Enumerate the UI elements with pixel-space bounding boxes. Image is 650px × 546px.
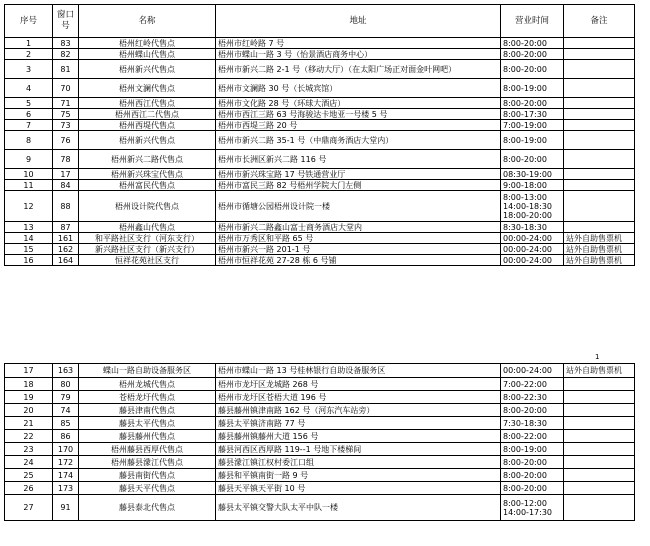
header-remark: 备注 xyxy=(564,5,635,38)
name-cell: 藤县南街代售点 xyxy=(79,469,216,482)
window-cell: 88 xyxy=(53,191,79,222)
hours-line: 00:00-24:00 xyxy=(503,233,552,243)
hours-line: 00:00-24:00 xyxy=(503,244,552,254)
address-cell: 梧州市新兴一路 201-1 号 xyxy=(216,244,501,255)
header-row xyxy=(5,5,635,38)
seq-cell: 4 xyxy=(5,79,53,98)
hours-line: 7:00-22:00 xyxy=(503,379,547,389)
seq-cell: 11 xyxy=(5,180,53,191)
seq-cell: 13 xyxy=(5,222,53,233)
hours-cell xyxy=(501,98,564,109)
name-cell: 梧州文澜代售点 xyxy=(79,79,216,98)
name-cell: 梧州藤县西厚代售点 xyxy=(79,443,216,456)
hours-line: 8:00-13:00 xyxy=(503,192,547,202)
hours-cell xyxy=(501,244,564,255)
address-cell: 藤县太平镇济南路 77 号 xyxy=(216,417,501,430)
hours-line: 08:30-19:00 xyxy=(503,169,552,179)
remark-cell xyxy=(564,38,635,49)
seq-cell: 23 xyxy=(5,443,53,456)
window-cell: 161 xyxy=(53,233,79,244)
name-cell: 蝶山一路自助设备服务区 xyxy=(79,364,216,378)
hours-cell xyxy=(501,417,564,430)
hours-cell xyxy=(501,191,564,222)
name-cell: 梧州新兴珠宝代售点 xyxy=(79,169,216,180)
hours-line: 8:00-20:00 xyxy=(503,154,547,164)
window-cell: 76 xyxy=(53,131,79,150)
table-row xyxy=(5,191,635,222)
hours-line: 14:00-17:30 xyxy=(503,507,552,517)
remark-cell xyxy=(564,191,635,222)
remark-cell xyxy=(564,391,635,404)
address-cell: 梧州市龙圩区苍梧大道 196 号 xyxy=(216,391,501,404)
table-row xyxy=(5,456,635,469)
table-row xyxy=(5,255,635,266)
seq-cell: 12 xyxy=(5,191,53,222)
name-cell: 梧州西堤代售点 xyxy=(79,120,216,131)
remark-cell xyxy=(564,482,635,495)
hours-cell xyxy=(501,364,564,378)
hours-line: 8:00-19:00 xyxy=(503,83,547,93)
hours-cell xyxy=(501,255,564,266)
table-row xyxy=(5,233,635,244)
name-cell: 梧州设计院代售点 xyxy=(79,191,216,222)
hours-line: 8:00-20:00 xyxy=(503,64,547,74)
hours-line: 8:30-18:30 xyxy=(503,222,547,232)
address-cell: 藤县藤州镇藤州大道 156 号 xyxy=(216,430,501,443)
window-cell: 84 xyxy=(53,180,79,191)
address-cell: 梧州市新兴二路 2-1 号（移动大厅）（在太阳广场正对面金叶网吧） xyxy=(216,60,501,79)
name-cell: 新兴路社区支行（新兴支行） xyxy=(79,244,216,255)
table-row xyxy=(5,469,635,482)
seq-cell: 21 xyxy=(5,417,53,430)
hours-line: 8:00-20:00 xyxy=(503,98,547,108)
hours-cell xyxy=(501,60,564,79)
seq-cell: 27 xyxy=(5,495,53,521)
hours-cell xyxy=(501,131,564,150)
remark-cell: 站外自助售票机 xyxy=(564,233,635,244)
table-row xyxy=(5,364,635,378)
hours-line: 9:00-18:00 xyxy=(503,180,547,190)
remark-cell xyxy=(564,469,635,482)
remark-cell xyxy=(564,180,635,191)
address-cell: 梧州市恒祥花苑 27-28 栋 6 号铺 xyxy=(216,255,501,266)
remark-cell xyxy=(564,79,635,98)
hours-line: 14:00-18:30 xyxy=(503,201,552,211)
name-cell: 苍梧龙圩代售点 xyxy=(79,391,216,404)
address-cell: 藤县河西区西厚路 119--1 号地下楼梯间 xyxy=(216,443,501,456)
remark-cell xyxy=(564,60,635,79)
address-cell: 梧州市西堤三路 20 号 xyxy=(216,120,501,131)
hours-cell xyxy=(501,378,564,391)
seq-cell: 2 xyxy=(5,49,53,60)
seq-cell: 6 xyxy=(5,109,53,120)
hours-line: 00:00-24:00 xyxy=(503,255,552,265)
seq-cell: 7 xyxy=(5,120,53,131)
hours-cell xyxy=(501,233,564,244)
table-row xyxy=(5,244,635,255)
address-cell: 梧州市蝶山一路 3 号（怡景酒店商务中心） xyxy=(216,49,501,60)
address-cell: 藤县天平镇天平街 10 号 xyxy=(216,482,501,495)
name-cell: 梧州西江代售点 xyxy=(79,98,216,109)
name-cell: 藤县津南代售点 xyxy=(79,404,216,417)
table-row xyxy=(5,98,635,109)
hours-cell xyxy=(501,38,564,49)
remark-cell xyxy=(564,495,635,521)
name-cell: 梧州新兴代售点 xyxy=(79,60,216,79)
hours-cell xyxy=(501,180,564,191)
hours-cell xyxy=(501,495,564,521)
window-cell: 85 xyxy=(53,417,79,430)
table-row xyxy=(5,222,635,233)
table-row xyxy=(5,120,635,131)
table-row xyxy=(5,378,635,391)
remark-cell xyxy=(564,378,635,391)
remark-cell xyxy=(564,222,635,233)
address-cell: 藤县藤州镇津南路 162 号（河东汽车站旁） xyxy=(216,404,501,417)
address-cell: 梧州市新兴二路 35-1 号（中鼎商务酒店大堂内） xyxy=(216,131,501,150)
page-number: 1 xyxy=(595,353,600,361)
hours-line: 8:00-20:00 xyxy=(503,457,547,467)
name-cell: 梧州藤县濛江代售点 xyxy=(79,456,216,469)
hours-cell xyxy=(501,443,564,456)
window-cell: 170 xyxy=(53,443,79,456)
address-cell: 藤县和平镇南街一路 9 号 xyxy=(216,469,501,482)
address-cell: 梧州市循塘公园梧州设计院一楼 xyxy=(216,191,501,222)
remark-cell xyxy=(564,443,635,456)
hours-cell xyxy=(501,120,564,131)
hours-line: 8:00-20:00 xyxy=(503,49,547,59)
window-cell: 74 xyxy=(53,404,79,417)
hours-line: 18:00-20:00 xyxy=(503,210,552,220)
hours-cell xyxy=(501,404,564,417)
seq-cell: 9 xyxy=(5,150,53,169)
hours-line: 8:00-20:00 xyxy=(503,405,547,415)
window-cell: 174 xyxy=(53,469,79,482)
hours-line: 7:00-19:00 xyxy=(503,120,547,130)
window-cell: 163 xyxy=(53,364,79,378)
name-cell: 梧州西江二代售点 xyxy=(79,109,216,120)
remark-cell xyxy=(564,417,635,430)
hours-cell xyxy=(501,222,564,233)
seq-cell: 14 xyxy=(5,233,53,244)
hours-line: 8:00-19:00 xyxy=(503,444,547,454)
name-cell: 藤县藤州代售点 xyxy=(79,430,216,443)
table-row xyxy=(5,495,635,521)
hours-cell xyxy=(501,79,564,98)
seq-cell: 1 xyxy=(5,38,53,49)
name-cell: 梧州富民代售点 xyxy=(79,180,216,191)
hours-cell xyxy=(501,430,564,443)
seq-cell: 17 xyxy=(5,364,53,378)
ticket-agency-table-part1 xyxy=(4,4,635,266)
seq-cell: 24 xyxy=(5,456,53,469)
address-cell: 梧州市富民三路 82 号梧州学院大门左侧 xyxy=(216,180,501,191)
window-cell: 173 xyxy=(53,482,79,495)
hours-line: 7:30-18:30 xyxy=(503,418,547,428)
hours-line: 00:00-24:00 xyxy=(503,366,552,375)
hours-cell xyxy=(501,150,564,169)
window-cell: 79 xyxy=(53,391,79,404)
remark-cell xyxy=(564,98,635,109)
table-row xyxy=(5,150,635,169)
seq-cell: 25 xyxy=(5,469,53,482)
table-row xyxy=(5,180,635,191)
window-cell: 162 xyxy=(53,244,79,255)
seq-cell: 18 xyxy=(5,378,53,391)
window-cell: 86 xyxy=(53,430,79,443)
name-cell: 藤县太平代售点 xyxy=(79,417,216,430)
window-cell: 17 xyxy=(53,169,79,180)
window-cell: 81 xyxy=(53,60,79,79)
hours-line: 8:00-17:30 xyxy=(503,109,547,119)
remark-cell xyxy=(564,430,635,443)
hours-line: 8:00-20:00 xyxy=(503,38,547,48)
seq-cell: 15 xyxy=(5,244,53,255)
hours-cell xyxy=(501,456,564,469)
name-cell: 恒祥花苑社区支行 xyxy=(79,255,216,266)
address-cell: 梧州市文化路 28 号（环球大酒店） xyxy=(216,98,501,109)
remark-cell xyxy=(564,131,635,150)
address-cell: 梧州市文澜路 30 号（长城宾馆） xyxy=(216,79,501,98)
seq-cell: 20 xyxy=(5,404,53,417)
window-cell: 83 xyxy=(53,38,79,49)
address-cell: 梧州市新兴二路鑫山富士商务酒店大堂内 xyxy=(216,222,501,233)
window-cell: 78 xyxy=(53,150,79,169)
remark-cell xyxy=(564,456,635,469)
remark-cell: 站外自助售票机 xyxy=(564,255,635,266)
address-cell: 梧州市长洲区新兴二路 116 号 xyxy=(216,150,501,169)
window-cell: 80 xyxy=(53,378,79,391)
window-cell: 164 xyxy=(53,255,79,266)
remark-cell xyxy=(564,169,635,180)
name-cell: 梧州蝶山代售点 xyxy=(79,49,216,60)
name-cell: 梧州龙城代售点 xyxy=(79,378,216,391)
window-cell: 75 xyxy=(53,109,79,120)
hours-cell xyxy=(501,391,564,404)
hours-line: 8:00-20:00 xyxy=(503,470,547,480)
header-seq: 序号 xyxy=(5,5,53,38)
header-window: 窗口号 xyxy=(53,5,79,38)
remark-cell xyxy=(564,49,635,60)
remark-cell: 站外自助售票机 xyxy=(564,364,635,378)
window-cell: 70 xyxy=(53,79,79,98)
seq-cell: 16 xyxy=(5,255,53,266)
table-row xyxy=(5,443,635,456)
window-cell: 87 xyxy=(53,222,79,233)
seq-cell: 10 xyxy=(5,169,53,180)
seq-cell: 3 xyxy=(5,60,53,79)
window-cell: 172 xyxy=(53,456,79,469)
table-row xyxy=(5,49,635,60)
table-row xyxy=(5,60,635,79)
seq-cell: 19 xyxy=(5,391,53,404)
header-hours: 营业时间 xyxy=(501,5,564,38)
name-cell: 和平路社区支行（河东支行） xyxy=(79,233,216,244)
window-cell: 82 xyxy=(53,49,79,60)
hours-cell xyxy=(501,482,564,495)
header-name: 名称 xyxy=(79,5,216,38)
window-cell: 71 xyxy=(53,98,79,109)
table-row xyxy=(5,169,635,180)
table-row xyxy=(5,38,635,49)
name-cell: 梧州新兴代售点 xyxy=(79,131,216,150)
header-address: 地址 xyxy=(216,5,501,38)
hours-cell xyxy=(501,169,564,180)
ticket-agency-table-part2 xyxy=(4,363,635,521)
hours-cell xyxy=(501,109,564,120)
remark-cell xyxy=(564,150,635,169)
address-cell: 梧州市万秀区和平路 65 号 xyxy=(216,233,501,244)
name-cell: 梧州红岭代售点 xyxy=(79,38,216,49)
table-row xyxy=(5,391,635,404)
seq-cell: 5 xyxy=(5,98,53,109)
table-row xyxy=(5,417,635,430)
hours-line: 8:00-22:00 xyxy=(503,431,547,441)
remark-cell xyxy=(564,109,635,120)
name-cell: 藤县泰北代售点 xyxy=(79,495,216,521)
remark-cell: 站外自助售票机 xyxy=(564,244,635,255)
hours-line: 8:00-19:00 xyxy=(503,135,547,145)
address-cell: 梧州市西江三路 63 号海骏达卡地亚一号楼 5 号 xyxy=(216,109,501,120)
seq-cell: 8 xyxy=(5,131,53,150)
address-cell: 梧州市龙圩区龙城路 268 号 xyxy=(216,378,501,391)
name-cell: 梧州鑫山代售点 xyxy=(79,222,216,233)
window-cell: 91 xyxy=(53,495,79,521)
name-cell: 藤县天平代售点 xyxy=(79,482,216,495)
address-cell: 藤县濛江镇江权村委江口组 xyxy=(216,456,501,469)
address-cell: 梧州市红岭路 7 号 xyxy=(216,38,501,49)
address-cell: 梧州市蝶山一路 13 号桂林银行自助设备服务区 xyxy=(216,364,501,378)
remark-cell xyxy=(564,120,635,131)
table-row xyxy=(5,404,635,417)
table-row xyxy=(5,482,635,495)
table-row xyxy=(5,109,635,120)
hours-cell xyxy=(501,469,564,482)
table-row xyxy=(5,430,635,443)
seq-cell: 22 xyxy=(5,430,53,443)
address-cell: 藤县太平镇交警大队太平中队一楼 xyxy=(216,495,501,521)
hours-line: 8:00-12:00 xyxy=(503,498,547,508)
table-row xyxy=(5,131,635,150)
hours-cell xyxy=(501,49,564,60)
window-cell: 73 xyxy=(53,120,79,131)
address-cell: 梧州市新兴珠宝路 17 号铁通营业厅 xyxy=(216,169,501,180)
table-row xyxy=(5,79,635,98)
hours-line: 8:00-22:30 xyxy=(503,392,547,402)
remark-cell xyxy=(564,404,635,417)
name-cell: 梧州新兴二路代售点 xyxy=(79,150,216,169)
seq-cell: 26 xyxy=(5,482,53,495)
hours-line: 8:00-20:00 xyxy=(503,483,547,493)
